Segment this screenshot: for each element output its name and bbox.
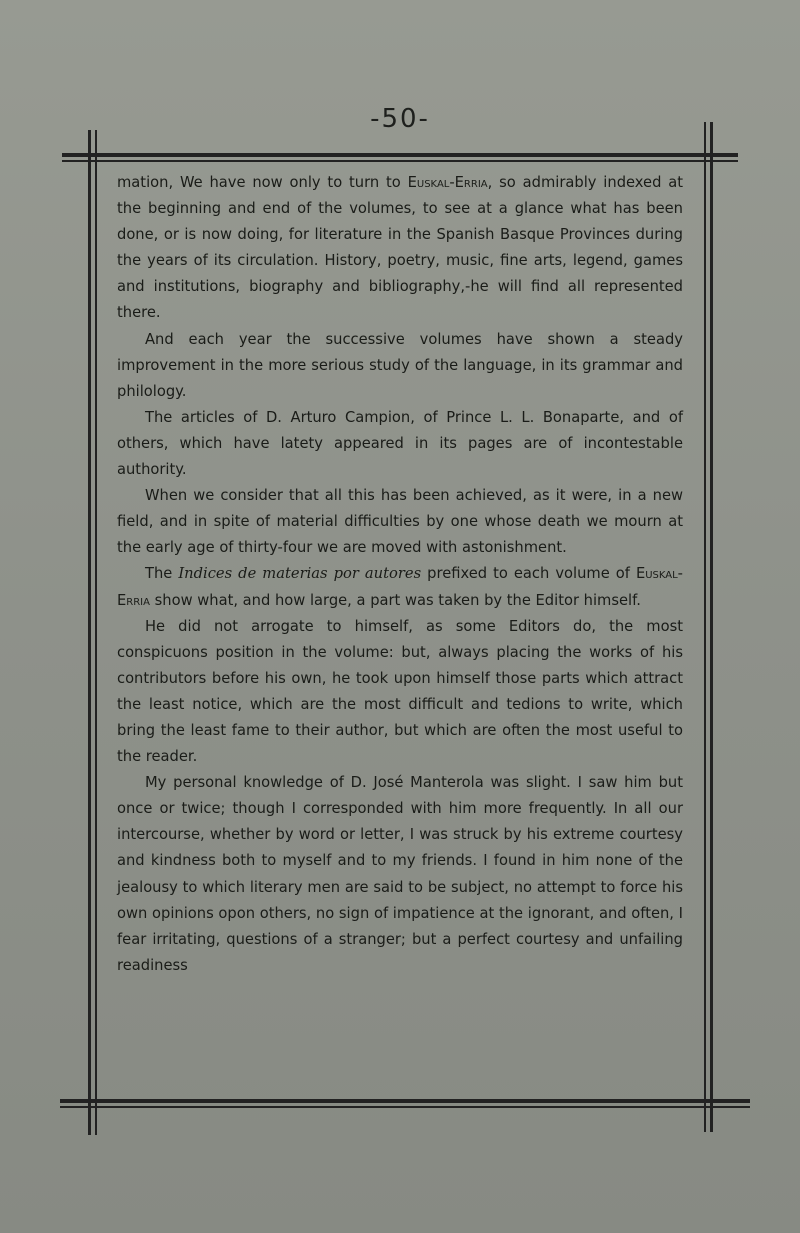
left-rule-inner [95,130,97,1135]
top-rule-thick [62,153,738,157]
bottom-rule-thin [60,1106,750,1108]
text-run: , so admirably indexed at the beginning and end of the volumes, to see at a glance what has been done, or is now doing, for literature in the Spanish Basque Provinces during the years of its circulation. History, poetry, music, fine arts, legend, games and institutions, biography and bibliography,-he will find all represented there. [117,174,683,322]
top-rule-thin [62,160,738,162]
journal-title: Euskal-Erria [117,565,683,609]
body-text [117,170,683,979]
journal-title: Euskal-Erria [407,174,488,191]
index-title: Indices de materias por autores [178,565,422,583]
right-rule-outer [710,122,713,1132]
right-rule-inner [704,122,706,1132]
paragraph-5 [117,561,683,613]
paragraph-6: He did not arrogate to himself, as some Editors do, the most conspicuons position in the volume: but, always placing the works of his contributors before his own, he took upon himself those parts which attract the least notice, which are the most difficult and tedions to write, which bring the least fame to their author, but which are often the most useful to the reader. [117,617,683,766]
text-run: mation, We have now only to turn to [117,174,408,191]
paragraph-3: The articles of D. Arturo Campion, of Prince L. L. Bonaparte, and of others, which have latety appeared in its pages are of incontestable authority. [117,408,683,479]
text-run: prefixed to each volume of [421,565,636,583]
paragraph-4: When we consider that all this has been achieved, as it were, in a new field, and in spite of material difficulties by one whose death we mourn at the early age of thirty-four we are moved with astonishment. [117,487,683,557]
text-run: The [145,565,179,583]
left-rule-outer [88,130,91,1135]
paragraph-2: And each year the successive volumes have shown a steady improvement in the more serious study of the language, in its grammar and philology. [117,330,683,400]
paragraph-1 [117,170,683,327]
text-run: show what, and how large, a part was taken by the Editor himself. [149,591,641,609]
paragraph-7: My personal knowledge of D. José Manterola was slight. I saw him but once or twice; though I corresponded with him more frequently. In all our intercourse, whether by word or letter, I was struck by his extreme courtesy and kindness both to myself and to my friends. I found in him none of the jealousy to which literary men are said to be subject, no attempt to force his own opinions opon others, no sign of impatience at the ignorant, and often, I fear irritating, questions of a stranger; but a perfect courtesy and unfailing readiness [117,774,683,974]
page-number: -50- [370,104,430,134]
bottom-rule-thick [60,1099,750,1103]
